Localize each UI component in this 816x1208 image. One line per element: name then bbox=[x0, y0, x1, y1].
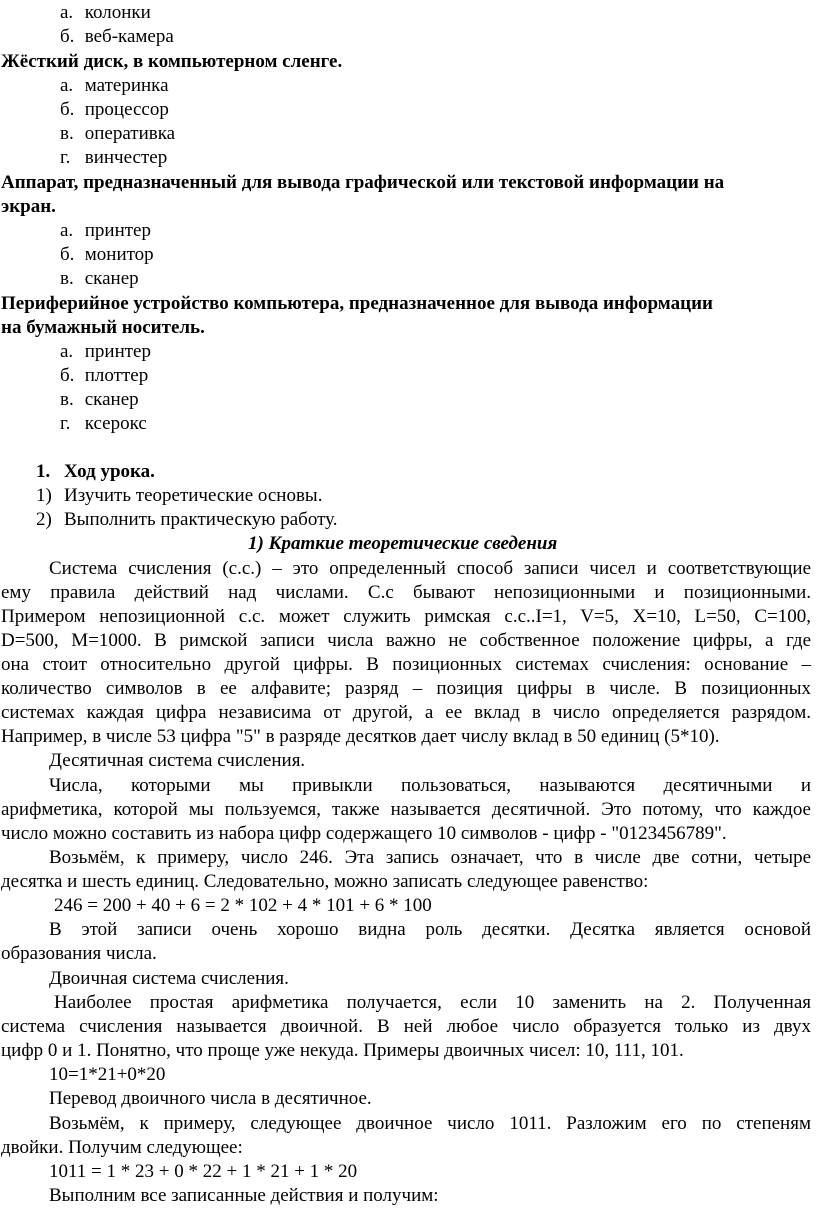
option-text: процессор bbox=[84, 99, 169, 120]
equation: 10=1*21+0*20 bbox=[49, 1064, 166, 1085]
answer-option bbox=[60, 122, 175, 146]
answer-option bbox=[60, 98, 169, 122]
answer-option bbox=[60, 388, 139, 412]
option-text: ксерокс bbox=[84, 413, 147, 434]
option-marker: в. bbox=[60, 123, 74, 144]
paragraph-line: ему правила действий над числами. С.с бывают непозиционными и позиционными. bbox=[1, 582, 811, 603]
answer-option bbox=[60, 74, 169, 98]
answer-option bbox=[60, 1, 151, 25]
paragraph-line: Например, в числе 53 цифра "5" в разряде десятков дает числу вклад в 50 единиц (5*10). bbox=[1, 726, 720, 747]
answer-option bbox=[60, 267, 139, 291]
paragraph-line: В этой записи очень хорошо видна роль десятки. Десятка является основой bbox=[49, 919, 811, 940]
section-heading bbox=[36, 460, 155, 484]
question-text: Аппарат, предназначенный для вывода графической или текстовой информации на bbox=[1, 172, 725, 193]
option-text: монитор bbox=[84, 244, 154, 265]
step-item bbox=[36, 484, 322, 508]
answer-option bbox=[60, 219, 151, 243]
step-item bbox=[36, 508, 338, 532]
option-text: материнка bbox=[84, 75, 169, 96]
option-marker: в. bbox=[60, 268, 74, 289]
option-marker: б. bbox=[60, 365, 75, 386]
subheading: Двоичная система счисления. bbox=[49, 968, 289, 989]
step-marker: 2) bbox=[36, 509, 52, 530]
step-marker: 1) bbox=[36, 485, 52, 506]
paragraph-line: Возьмём, к примеру, следующее двоичное число 1011. Разложим его по степеням bbox=[49, 1113, 811, 1134]
option-marker: б. bbox=[60, 26, 75, 47]
option-marker: а. bbox=[60, 341, 74, 362]
paragraph-line: D=500, M=1000. В римской записи числа важно не собственное положение цифры, а где bbox=[1, 630, 811, 651]
paragraph-line: она стоит относительно другой цифры. В позиционных системах счисления: основание – bbox=[1, 654, 811, 675]
answer-option bbox=[60, 364, 148, 388]
paragraph-line: системах каждая цифра независима от другой, а ее вклад в число определяется разрядом. bbox=[1, 702, 811, 723]
option-marker: б. bbox=[60, 99, 75, 120]
section-title: 1) Краткие теоретические сведения bbox=[248, 533, 558, 554]
question-text: на бумажный носитель. bbox=[1, 317, 205, 338]
option-marker: б. bbox=[60, 244, 75, 265]
option-marker: а. bbox=[60, 220, 74, 241]
answer-option bbox=[60, 340, 151, 364]
paragraph-line: Примером непозиционной с.с. может служить римская с.с..I=1, V=5, X=10, L=50, C=100, bbox=[1, 606, 811, 627]
option-marker: а. bbox=[60, 75, 74, 96]
paragraph-line: количество символов в ее алфавите; разряд – позиция цифры в числе. В позиционных bbox=[1, 678, 811, 699]
option-text: сканер bbox=[84, 389, 139, 410]
heading-text: Ход урока. bbox=[64, 461, 155, 482]
option-text: винчестер bbox=[84, 147, 168, 168]
paragraph-line: Числа, которыми мы привыкли пользоваться, называются десятичными и bbox=[49, 775, 811, 796]
answer-option bbox=[60, 146, 167, 170]
answer-option bbox=[60, 412, 147, 436]
question-text: Жёсткий диск, в компьютерном сленге. bbox=[1, 51, 343, 72]
equation: 246 = 200 + 40 + 6 = 2 * 102 + 4 * 101 + 6 * 100 bbox=[54, 895, 432, 916]
option-text: плоттер bbox=[84, 365, 149, 386]
option-text: оперативка bbox=[84, 123, 176, 144]
paragraph-line: образования числа. bbox=[1, 943, 157, 964]
option-text: веб-камера bbox=[84, 26, 174, 47]
question-text: Периферийное устройство компьютера, предназначенное для вывода информации bbox=[1, 293, 713, 314]
option-text: принтер bbox=[84, 220, 151, 241]
option-text: принтер bbox=[84, 341, 151, 362]
equation: 1011 = 1 * 23 + 0 * 22 + 1 * 21 + 1 * 20 bbox=[49, 1161, 358, 1182]
question-text: экран. bbox=[1, 196, 56, 217]
paragraph-line: Выполним все записанные действия и получим: bbox=[49, 1185, 439, 1206]
paragraph-line: число можно составить из набора цифр содержащего 10 символов - цифр - "0123456789". bbox=[1, 823, 727, 844]
answer-option bbox=[60, 25, 174, 49]
paragraph-line: Система счисления (с.с.) – это определенный способ записи чисел и соответствующие bbox=[49, 558, 811, 579]
option-text: колонки bbox=[84, 2, 151, 23]
answer-option bbox=[60, 243, 154, 267]
paragraph-line: арифметика, которой мы пользуемся, также называется десятичной. Это потому, что каждое bbox=[1, 799, 811, 820]
step-text: Выполнить практическую работу. bbox=[64, 509, 338, 530]
paragraph-line: цифр 0 и 1. Понятно, что проще уже некуда. Примеры двоичных чисел: 10, 111, 101. bbox=[1, 1040, 684, 1061]
paragraph-line: двойки. Получим следующее: bbox=[1, 1137, 243, 1158]
step-text: Изучить теоретические основы. bbox=[64, 485, 323, 506]
paragraph-line: десятка и шесть единиц. Следовательно, можно записать следующее равенство: bbox=[1, 871, 649, 892]
subheading: Десятичная система счисления. bbox=[49, 750, 306, 771]
option-marker: г. bbox=[60, 413, 71, 434]
paragraph-line: система счисления называется двоичной. В ней любое число образуется только из двух bbox=[1, 1016, 811, 1037]
paragraph-line: Возьмём, к примеру, число 246. Эта запись означает, что в числе две сотни, четыре bbox=[49, 847, 811, 868]
heading-marker: 1. bbox=[36, 461, 51, 482]
subheading: Перевод двоичного числа в десятичное. bbox=[49, 1088, 372, 1109]
option-marker: в. bbox=[60, 389, 74, 410]
option-marker: г. bbox=[60, 147, 71, 168]
paragraph-line: Наиболее простая арифметика получается, если 10 заменить на 2. Полученная bbox=[54, 992, 811, 1013]
option-marker: а. bbox=[60, 2, 74, 23]
option-text: сканер bbox=[84, 268, 139, 289]
